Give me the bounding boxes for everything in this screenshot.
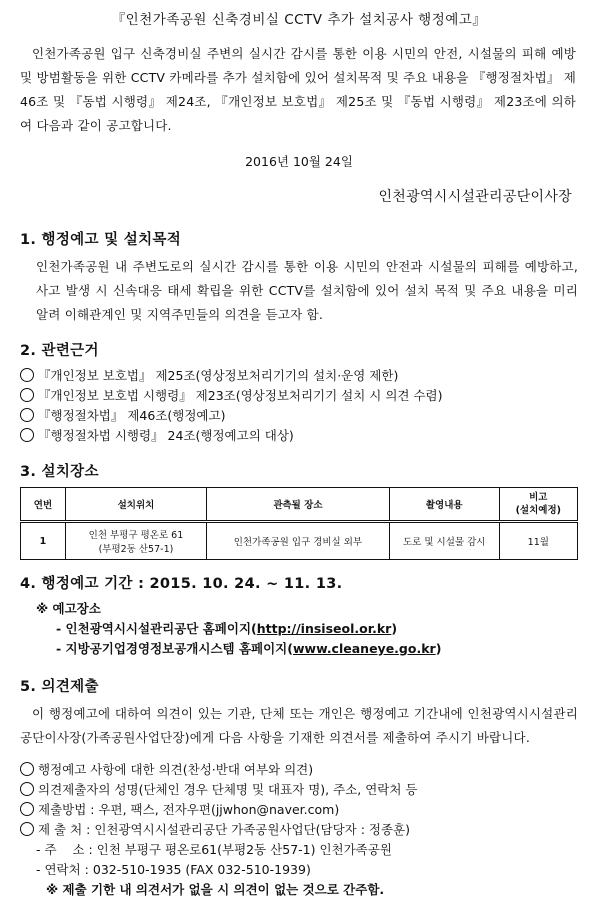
section-5-heading: 5. 의견제출 xyxy=(20,679,99,695)
address-line: - 주 소 : 인천 부평구 평온로61(부평2동 산57-1) 인천가족공원 xyxy=(36,842,392,857)
circle-bullet-icon xyxy=(20,428,34,442)
table-row xyxy=(21,522,578,560)
circle-bullet-icon xyxy=(20,408,34,422)
list-item: 『개인정보 보호법』 제25조(영상정보처리기기의 설치·운영 제한) xyxy=(20,366,578,386)
cell-note: 11월 xyxy=(499,522,577,560)
notice-date: 2016년 10월 24일 xyxy=(245,154,353,169)
col-header-location: 설치위치 xyxy=(65,488,206,522)
cell-observed-place: 인천가족공원 입구 경비실 외부 xyxy=(207,522,390,560)
homepage-link[interactable]: http://insiseol.or.kr xyxy=(256,621,392,636)
list-item: 의견제출자의 성명(단체인 경우 단체명 및 대표자 명), 주소, 연락처 등 xyxy=(20,780,578,800)
submission-list xyxy=(20,760,578,900)
section-4-heading: 4. 행정예고 기간 : 2015. 10. 24. ~ 11. 13. xyxy=(20,576,343,592)
circle-bullet-icon xyxy=(20,388,34,402)
cell-no: 1 xyxy=(21,522,66,560)
notice-place-homepage: - 인천광역시시설관리공단 홈페이지(http://insiseol.or.kr) xyxy=(56,621,398,636)
list-item: 제 출 처 : 인천광역시시설관리공단 가족공원사업단(담당자 : 정종훈) xyxy=(20,820,578,840)
table-header-row xyxy=(21,488,578,522)
cell-location: 인천 부평구 평온로 61 (부평2동 산57-1) xyxy=(65,522,206,560)
list-item: 『행정절차법』 제46조(행정예고) xyxy=(20,406,578,426)
deadline-warning: ※ 제출 기한 내 의견서가 없을 시 의견이 없는 것으로 간주함. xyxy=(46,882,385,897)
circle-bullet-icon xyxy=(20,762,34,776)
section-2-heading: 2. 관련근거 xyxy=(20,343,99,359)
circle-bullet-icon xyxy=(20,782,34,796)
section-1-heading: 1. 행정예고 및 설치목적 xyxy=(20,232,182,248)
list-item: 행정예고 사항에 대한 의견(찬성·반대 여부와 의견) xyxy=(20,760,578,780)
circle-bullet-icon xyxy=(20,802,34,816)
list-item: 『개인정보 보호법 시행령』 제23조(영상정보처리기기 설치 시 의견 수렴) xyxy=(20,386,578,406)
col-header-content: 촬영내용 xyxy=(389,488,499,522)
intro-paragraph: 인천가족공원 입구 신축경비실 주변의 실시간 감시를 통한 이용 시민의 안전, 시설물의 피해 예방 및 방범활동을 위한 CCTV 카메라를 추가 설치함에 있어 설치목적 및 주요 내용을 『행정절차법』 제46조 및 『동법 시행령』 제24조, 『개인정보 보호법』 제25조 및 『동법 시행령』 제23조에 의하여 다음과 같이 공고합니다. xyxy=(20,46,576,133)
section-3-heading: 3. 설치장소 xyxy=(20,464,99,480)
cleaneye-link[interactable]: www.cleaneye.go.kr xyxy=(292,641,436,656)
list-item: 제출방법 : 우편, 팩스, 전자우편(jjwhon@naver.com) xyxy=(20,800,578,820)
issuing-organization: 인천광역시시설관리공단이사장 xyxy=(378,189,572,205)
list-item: 『행정절차법 시행령』 24조(행정예고의 대상) xyxy=(20,426,578,446)
section-5-body: 이 행정예고에 대하여 의견이 있는 기관, 단체 또는 개인은 행정예고 기간내에 인천광역시시설관리공단이사장(가족공원사업단장)에게 다음 사항을 기재한 의견서를 제출하여 주시기 바랍니다. xyxy=(20,706,578,745)
legal-basis-list xyxy=(20,366,578,446)
notice-place-label: ※ 예고장소 xyxy=(36,601,101,616)
col-header-note: 비고 (설치예정) xyxy=(499,488,577,522)
contact-line: - 연락처 : 032-510-1935 (FAX 032-510-1939) xyxy=(36,862,311,877)
section-1-body: 인천가족공원 내 주변도로의 실시간 감시를 통한 이용 시민의 안전과 시설물의 피해를 예방하고, 사고 발생 시 신속대응 태세 확립을 위한 CCTV를 설치함에 있어 설치 목적 및 주요 내용을 미리 알려 이해관계인 및 지역주민들의 의견을 듣고자 함. xyxy=(36,259,578,322)
circle-bullet-icon xyxy=(20,368,34,382)
notice-title: 『인천가족공원 신축경비실 CCTV 추가 설치공사 행정예고』 xyxy=(111,12,487,28)
cell-content: 도로 및 시설물 감시 xyxy=(389,522,499,560)
circle-bullet-icon xyxy=(20,822,34,836)
col-header-observed-place: 관측될 장소 xyxy=(207,488,390,522)
notice-place-cleaneye: - 지방공기업경영정보공개시스템 홈페이지(www.cleaneye.go.kr) xyxy=(56,641,442,656)
col-header-no: 연번 xyxy=(21,488,66,522)
installation-table xyxy=(20,487,578,560)
